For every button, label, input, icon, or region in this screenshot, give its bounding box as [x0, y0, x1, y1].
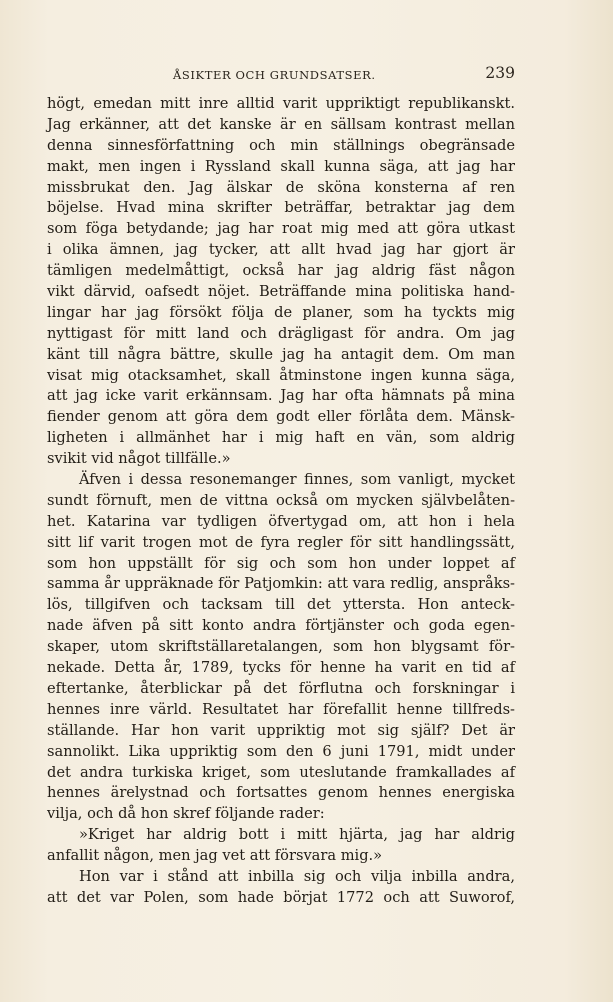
text-line: sundt förnuft, men de vittna också om mycken självbelåten-	[47, 491, 515, 509]
text-line: nyttigast för mitt land och drägligast för andra. Om jag	[47, 324, 515, 342]
text-line: som hon uppställt för sig och som hon under loppet af	[47, 554, 515, 572]
text-line: Jag erkänner, att det kanske är en sällsam kontrast mellan	[47, 115, 515, 133]
text-line: het. Katarina var tydligen öfvertygad om, att hon i hela	[47, 512, 515, 530]
text-line: Äfven i dessa resonemanger finnes, som vanligt, mycket	[79, 471, 515, 489]
text-line: nekade. Detta år, 1789, tycks för henne ha varit en tid af	[47, 659, 515, 677]
text-line: »Kriget har aldrig bott i mitt hjärta, jag har aldrig	[79, 826, 515, 844]
text-line: tämligen medelmåttigt, också har jag aldrig fäst någon	[47, 262, 515, 280]
text-line: i olika ämnen, jag tycker, att allt hvad jag har gjort är	[47, 241, 515, 259]
text-line: hennes ärelystnad och fortsattes genom hennes energiska	[47, 784, 515, 802]
page-header	[47, 66, 515, 84]
text-line: sitt lif varit trogen mot de fyra regler för sitt handlingssätt,	[47, 533, 515, 551]
text-line: hennes inre värld. Resultatet har förefallit henne tillfreds-	[47, 700, 515, 718]
text-line: makt, men ingen i Ryssland skall kunna säga, att jag har	[47, 157, 515, 175]
text-line: skaper, utom skriftställaretalangen, som hon blygsamt för-	[47, 638, 515, 656]
text-line: visat mig otacksamhet, skall åtminstone ingen kunna säga,	[47, 366, 515, 384]
text-line: det andra turkiska kriget, som uteslutande framkallades af	[47, 763, 515, 781]
page-number: 239	[485, 64, 515, 82]
text-line: anfallit någon, men jag vet att försvara mig.»	[47, 847, 383, 865]
body-text	[47, 94, 515, 909]
text-line: Hon var i stånd att inbilla sig och vilja inbilla andra,	[79, 867, 515, 885]
text-line: som föga betydande; jag har roat mig med att göra utkast	[47, 220, 515, 238]
text-line: högt, emedan mitt inre alltid varit uppriktigt republikanskt.	[47, 95, 515, 112]
text-line: lös, tillgifven och tacksam till det yttersta. Hon anteck-	[47, 596, 515, 614]
text-line: att jag icke varit erkännsam. Jag har ofta hämnats på mina	[47, 387, 515, 405]
text-line: denna sinnesförfattning och min ställnings obegränsade	[47, 136, 515, 154]
text-line: samma år uppräknade för Patjomkin: att vara redlig, anspråks-	[47, 575, 515, 593]
text-line: vikt därvid, oafsedt nöjet. Beträffande mina politiska hand-	[47, 283, 515, 301]
text-line: ligheten i allmänhet har i mig haft en vän, som aldrig	[47, 429, 515, 447]
text-line: nade äfven på sitt konto andra förtjänster och goda egen-	[47, 617, 515, 635]
text-line: missbrukat den. Jag älskar de sköna konsterna af ren	[47, 178, 515, 196]
text-line: böjelse. Hvad mina skrifter beträffar, betraktar jag dem	[47, 199, 515, 217]
text-line: känt till några bättre, skulle jag ha antagit dem. Om man	[47, 345, 515, 363]
text-line: ställande. Har hon varit uppriktig mot sig själf? Det är	[47, 721, 515, 739]
text-line: fiender genom att göra dem godt eller förlåta dem. Mänsk-	[47, 408, 515, 426]
text-line: att det var Polen, som hade börjat 1772 och att Suworof,	[47, 888, 515, 906]
running-title: ÅSIKTER OCH GRUNDSATSER.	[173, 68, 376, 82]
text-line: eftertanke, återblickar på det förflutna och forskningar i	[47, 679, 515, 697]
text-line: sannolikt. Lika uppriktig som den 6 juni 1791, midt under	[47, 742, 515, 760]
text-line: svikit vid något tillfälle.»	[47, 450, 231, 468]
text-line: lingar har jag försökt följa de planer, som ha tyckts mig	[47, 303, 515, 321]
text-line: vilja, och då hon skref följande rader:	[47, 805, 325, 823]
